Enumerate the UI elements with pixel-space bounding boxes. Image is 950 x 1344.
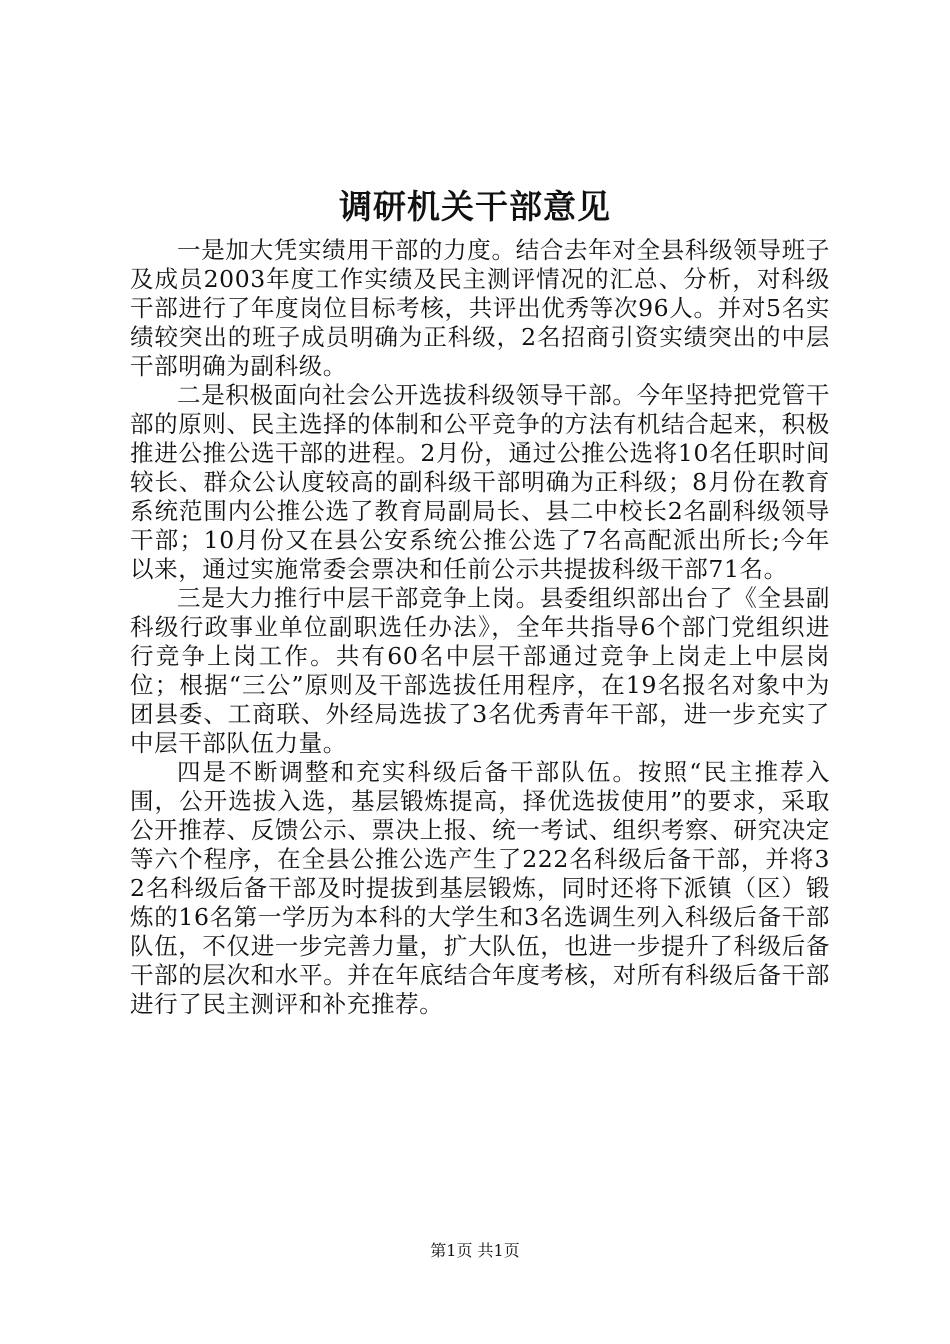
paragraph-4: 四是不断调整和充实科级后备干部队伍。按照“民主推荐入围，公开选拔入选，基层锻炼提高，择优选拔使用”的要求，采取公开推荐、反馈公示、票决上报、统一考试、组织考察、研究决定等六个程序，在全县公推公选产生了222名科级后备干部，并将32名科级后备干部及时提拔到基层锻炼，同时还将下派镇（区）锻炼的16名第一学历为本科的大学生和3名选调生列入科级后备干部队伍，不仅进一步完善力量，扩大队伍，也进一步提升了科级后备干部的层次和水平。并在年底结合年度考核，对所有科级后备干部进行了民主测评和补充推荐。 xyxy=(130,758,830,1018)
page-footer: 第1页 共1页 xyxy=(430,1241,520,1260)
paragraph-2: 二是积极面向社会公开选拔科级领导干部。今年坚持把党管干部的原则、民主选择的体制和公平竞争的方法有机结合起来，积极推进公推公选干部的进程。2月份，通过公推公选将10名任职时间较长、群众公认度较高的副科级干部明确为正科级；8月份在教育系统范围内公推公选了教育局副局长、县二中校长2名副科级领导干部；10月份又在县公安系统公推公选了7名高配派出所长;今年以来，通过实施常委会票决和任前公示共提拔科级干部71名。 xyxy=(130,381,830,583)
document-body xyxy=(130,236,830,1019)
document-title: 调研机关干部意见 xyxy=(339,187,611,226)
paragraph-3: 三是大力推行中层干部竞争上岗。县委组织部出台了《全县副科级行政事业单位副职选任办法》，全年共指导6个部门党组织进行竞争上岗工作。共有60名中层干部通过竞争上岗走上中层岗位；根据“三公”原则及干部选拔任用程序，在19名报名对象中为团县委、工商联、外经局选拔了3名优秀青年干部，进一步充实了中层干部队伍力量。 xyxy=(130,584,830,757)
paragraph-1: 一是加大凭实绩用干部的力度。结合去年对全县科级领导班子及成员2003年度工作实绩及民主测评情况的汇总、分析，对科级干部进行了年度岗位目标考核，共评出优秀等次96人。并对5名实绩较突出的班子成员明确为正科级，2名招商引资实绩突出的中层干部明确为副科级。 xyxy=(130,236,830,380)
